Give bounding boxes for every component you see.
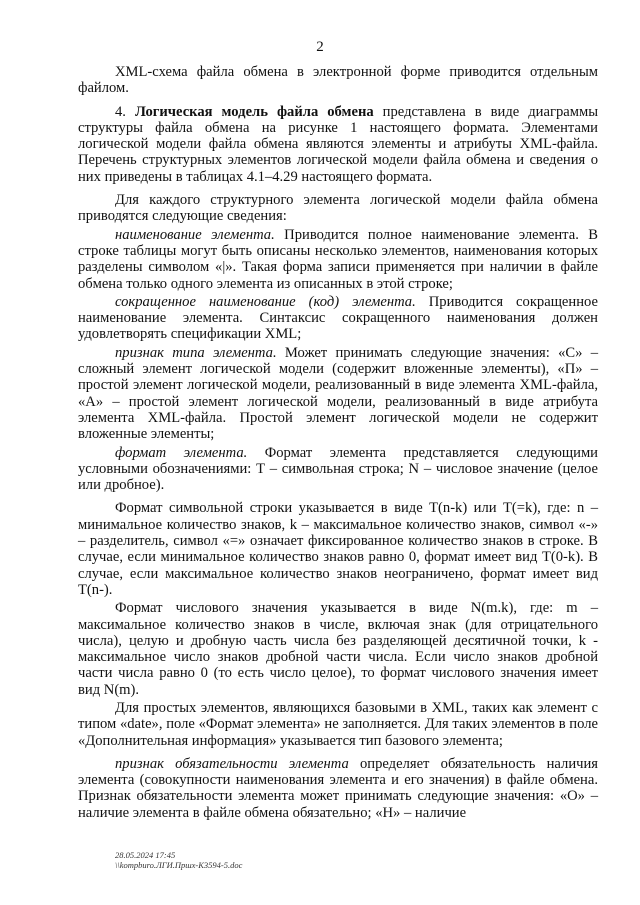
paragraph-xml-schema: XML-схема файла обмена в электронной форме приводится отдельным файлом. [78,64,598,97]
paragraph-element-info-intro: Для каждого структурного элемента логической модели файла обмена приводятся следующие сведения: [78,192,598,225]
paragraph-element-code: сокращенное наименование (код) элемента. Приводится сокращенное наименование элемента. Синтаксис сокращенного наименования должен удовлетворять спецификации XML; [78,293,598,343]
document-body [78,64,598,823]
term: признак типа элемента. [115,344,277,361]
paragraph-element-mandatory: признак обязательности элемента определяет обязательность наличия элемента (совокупности наименования элемента и его значения) в файле обмена. Признак обязательности элемента может принимать следующие значения: «О» – наличие элемента в файле обмена обязательно; «Н» – наличие [78,755,598,821]
paragraph-number-format: Формат числового значения указывается в виде N(m.k), где: m – максимальное количество знаков в числе, включая знак (для отрицательного числа), целую и дробную часть числа без разделяющей десятичной точки, k - максимальное число знаков дробной части числа. Если число знаков дробной части числа равно 0 (то есть число целое), то формат числового значения имеет вид N(m). [78,600,598,698]
section-number: 4. [115,103,126,120]
paragraph-element-format: формат элемента. Формат элемента представляется следующими условными обозначениями: Т – символьная строка; N – числовое значение (целое или дробное). [78,444,598,494]
term: формат элемента. [115,444,248,461]
footer-timestamp: 28.05.2024 17:45 [115,850,176,860]
paragraph-string-format: Формат символьной строки указывается в виде Т(n-k) или Т(=k), где: n – минимальное количество знаков, k – максимальное количество знаков, символ «-» – разделитель, символ «=» означает фиксированное количество знаков в строке. В случае, если минимальное количество знаков равно 0, формат имеет вид Т(0-k). В случае, если максимальное количество знаков неограничено, формат имеет вид Т(n-). [78,500,598,598]
paragraph-element-type: признак типа элемента. Может принимать следующие значения: «С» – сложный элемент логической модели (содержит вложенные элементы), «П» – простой элемент логической модели, реализованный в виде элемента XML-файла, «А» – простой элемент логической модели, реализованный в виде атрибута элемента XML-файла. Простой элемент логической модели не содержит вложенные элементы; [78,344,598,443]
term: признак обязательности элемента [115,755,349,772]
term: сокращенное наименование (код) элемента. [115,293,416,310]
document-footer [115,850,242,870]
page-number: 2 [316,39,324,55]
term: наименование элемента. [115,226,275,243]
footer-file-path: \\kompburo.ЛГИ.Пршх-К3594-5.doc [115,860,243,870]
paragraph-element-name: наименование элемента. Приводится полное наименование элемента. В строке таблицы могут быть описаны несколько элементов, наименования которых разделены символом «|». Такая форма записи применяется при наличии в файле обмена только одного элемента из описанных в этой строке; [78,226,599,292]
paragraph-logical-model: 4. Логическая модель файла обмена представлена в виде диаграммы структуры файла обмена на рисунке 1 настоящего формата. Элементами логической модели файла обмена являются элементы и атрибуты XML-файла. Перечень структурных элементов логической модели файла обмена и сведения о них приведены в таблицах 4.1–4.29 настоящего формата. [78,103,598,185]
section-heading: Логическая модель файла обмена [134,103,374,120]
paragraph-base-elements: Для простых элементов, являющихся базовыми в XML, таких как элемент с типом «date», поле «Формат элемента» не заполняется. Для таких элементов в поле «Дополнительная информация» указывается тип базового элемента; [78,699,598,749]
